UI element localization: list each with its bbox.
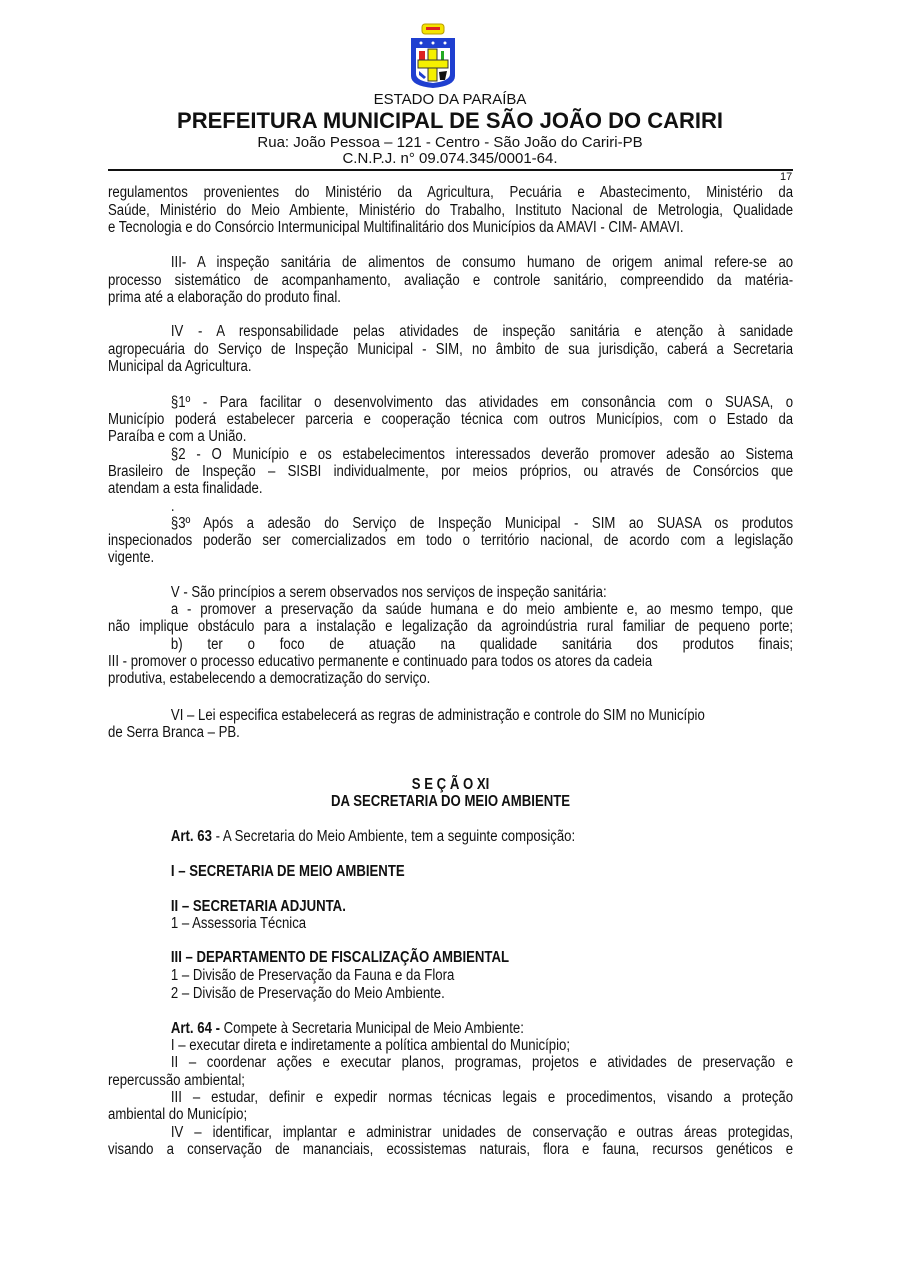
paragraph-line: repercussão ambiental;: [108, 1072, 245, 1089]
document-body: [108, 0, 793, 1272]
paragraph-line: VI – Lei especifica estabelecerá as regras de administração e controle do SIM no Município: [170, 707, 705, 724]
paragraph-line: inspecionados poderão ser comercializados em todo o território nacional, de acordo com a legislação: [108, 532, 794, 549]
paragraph-line: produtiva, estabelecendo a democratização do serviço.: [108, 670, 431, 687]
paragraph-line: não implique obstáculo para a instalação e legalização da agroindústria rural familiar de pequeno porte;: [108, 618, 794, 635]
paragraph-line: §3º Após a adesão do Serviço de Inspeção Municipal - SIM ao SUASA os produtos: [170, 515, 794, 532]
article-text: Compete à Secretaria Municipal de Meio Ambiente:: [219, 1020, 524, 1037]
paragraph-line: processo sistemático de acompanhamento, avaliação e controle sanitário, compreendido da matéria-: [108, 272, 794, 289]
composition-subitem: 1 – Assessoria Técnica: [170, 915, 307, 932]
paragraph-line: IV - A responsabilidade pelas atividades de inspeção sanitária e atenção à sanidade: [170, 323, 794, 340]
paragraph-line: vigente.: [108, 549, 155, 566]
article-label: Art. 64 -: [170, 1020, 220, 1037]
paragraph-line: §1º - Para facilitar o desenvolvimento das atividades em consonância com o SUASA, o: [170, 394, 794, 411]
paragraph-line: visando a conservação de mananciais, ecossistemas naturais, flora e fauna, recursos genéticos e: [108, 1141, 794, 1158]
article-label: Art. 63: [170, 828, 212, 845]
paragraph-line: e Tecnologia e do Consórcio Intermunicipal Multifinalitário dos Municípios da AMAVI - CIM- AMAVI.: [108, 219, 684, 236]
composition-item: II – SECRETARIA ADJUNTA.: [170, 898, 346, 915]
composition-item: III – DEPARTAMENTO DE FISCALIZAÇÃO AMBIENTAL: [170, 949, 510, 966]
paragraph-line: III – estudar, definir e expedir normas técnicas legais e procedimentos, visando a proteção: [170, 1089, 794, 1106]
stray-dot: .: [170, 498, 175, 515]
municipality-title: PREFEITURA MUNICIPAL DE SÃO JOÃO DO CARIRI: [177, 108, 723, 133]
composition-subitem: 1 – Divisão de Preservação da Fauna e da Flora: [170, 967, 455, 984]
paragraph-line: prima até a elaboração do produto final.: [108, 289, 341, 306]
article-text: - A Secretaria do Meio Ambiente, tem a seguinte composição:: [211, 828, 576, 845]
paragraph-line: de Serra Branca – PB.: [108, 724, 240, 741]
paragraph-line: a - promover a preservação da saúde humana e do meio ambiente e, ao mesmo tempo, que: [170, 601, 794, 618]
cnpj: C.N.P.J. n° 09.074.345/0001-64.: [342, 150, 558, 167]
paragraph-line: Saúde, Ministério do Meio Ambiente, Ministério do Trabalho, Instituto Nacional de Metrologia, Qualidade: [108, 202, 794, 219]
article-64: [108, 1020, 793, 1037]
paragraph-line: Municipal da Agricultura.: [108, 358, 252, 375]
composition-item: I – SECRETARIA DE MEIO AMBIENTE: [170, 863, 405, 880]
paragraph-line: ambiental do Município;: [108, 1106, 248, 1123]
paragraph-line: Paraíba e com a União.: [108, 428, 247, 445]
paragraph-line: Brasileiro de Inspeção – SISBI individualmente, por meios próprios, ou através de Consórcios que: [108, 463, 794, 480]
paragraph-line: §2 - O Município e os estabelecimentos interessados deverão promover adesão ao Sistema: [170, 446, 794, 463]
article-63: [108, 828, 793, 845]
paragraph-line: IV – identificar, implantar e administrar unidades de conservação e outras áreas protegidas,: [170, 1124, 794, 1141]
paragraph-line: atendam a esta finalidade.: [108, 480, 263, 497]
section-title: S E Ç Ã O XI: [411, 776, 490, 793]
paragraph-line: III - promover o processo educativo permanente e continuado para todos os atores da cadeia: [108, 653, 653, 670]
paragraph-line: V - São princípios a serem observados nos serviços de inspeção sanitária:: [170, 584, 607, 601]
address: Rua: João Pessoa – 121 - Centro - São João do Cariri-PB: [257, 134, 643, 151]
section-subtitle: DA SECRETARIA DO MEIO AMBIENTE: [330, 793, 571, 810]
paragraph-line: b) ter o foco de atuação na qualidade sanitária dos produtos finais;: [170, 636, 794, 653]
page-number: 17: [780, 171, 793, 183]
paragraph-line: II – coordenar ações e executar planos, programas, projetos e atividades de preservação e: [170, 1054, 794, 1071]
composition-subitem: 2 – Divisão de Preservação do Meio Ambiente.: [170, 985, 445, 1002]
paragraph-line: III- A inspeção sanitária de alimentos de consumo humano de origem animal refere-se ao: [170, 254, 794, 271]
paragraph-line: agropecuária do Serviço de Inspeção Municipal - SIM, no âmbito de sua jurisdição, caberá a Secretaria: [108, 341, 794, 358]
paragraph-line: I – executar direta e indiretamente a política ambiental do Município;: [170, 1037, 571, 1054]
paragraph-line: Município poderá estabelecer parceria e cooperação técnica com outros Municípios, com o Estado da: [108, 411, 794, 428]
state-name: ESTADO DA PARAÍBA: [373, 91, 527, 108]
paragraph-line: regulamentos provenientes do Ministério da Agricultura, Pecuária e Abastecimento, Ministério da: [108, 184, 794, 201]
